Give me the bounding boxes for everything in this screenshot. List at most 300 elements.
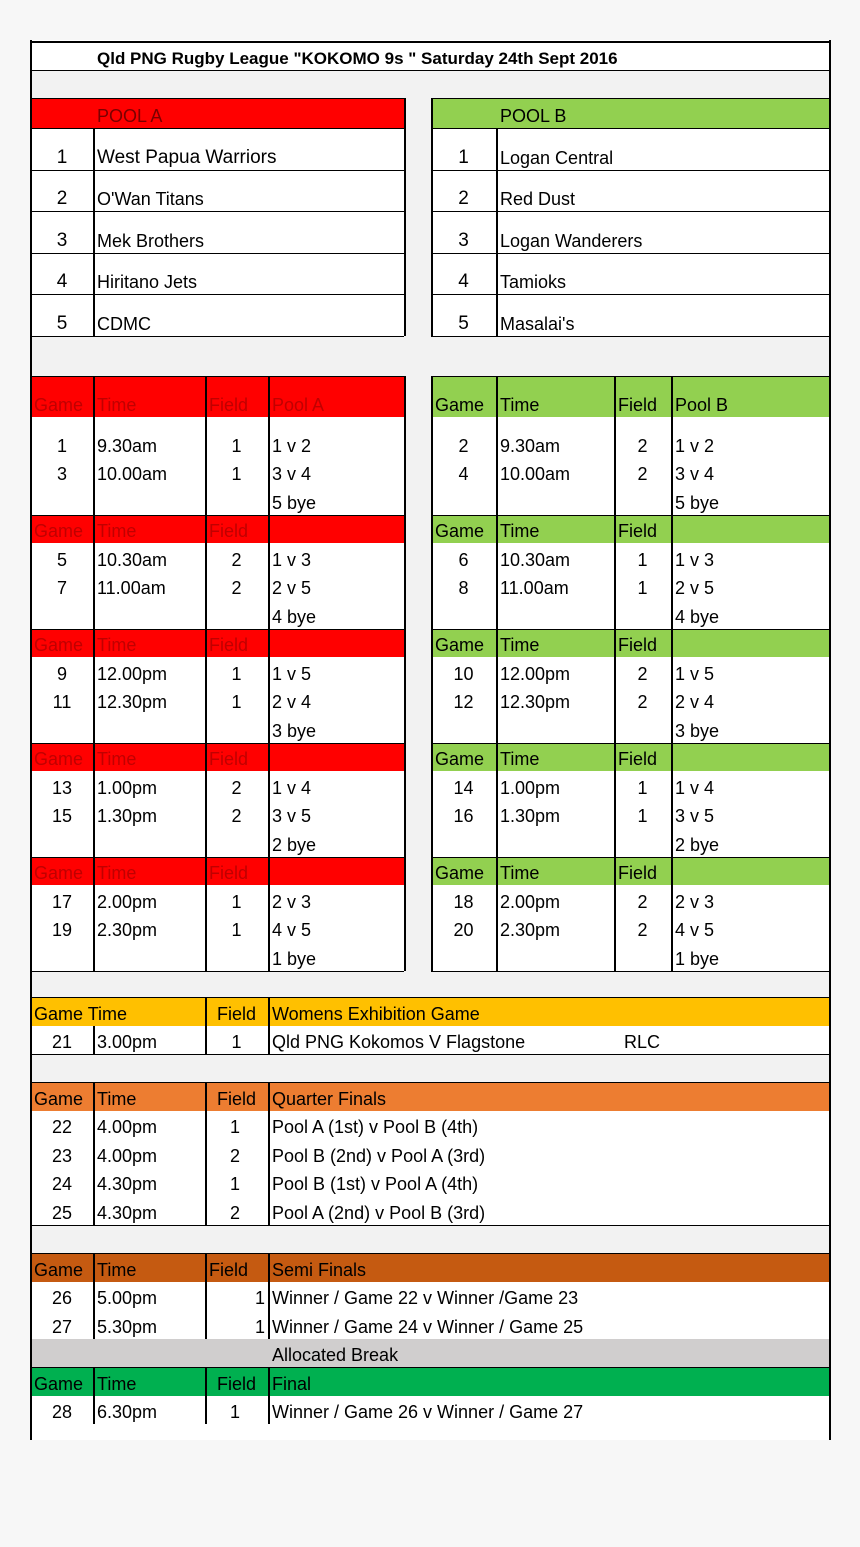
pool-a-game-time: 10.00am [97,464,168,484]
pool-a-game-time: 1.30pm [97,806,158,826]
pool-a-game-number: 9 [56,663,67,684]
quarter-finals-header-time: Time [97,1088,137,1109]
grid-line [404,629,406,743]
grid-line [268,743,270,857]
pool-b-game-number: 12 [453,692,474,712]
grid-line [93,1367,95,1424]
pool-b-header-game: Game [435,749,485,769]
pool-a-game-number: 5 [56,549,67,570]
pool-a-game-number: 1 [56,435,67,456]
pool-a-game-field [205,828,268,857]
pool-b-game-time: 11.00am [500,578,569,598]
semi-finals-game-field: 1 [254,1288,265,1308]
pool-b-header-time: Time [500,521,540,541]
grid-line [93,629,95,743]
pool-a-game-match: 3 v 5 [272,806,312,826]
pool-b-header-field: Field [618,395,658,415]
pool-b-game-field: 2 [637,435,648,456]
grid-line [268,376,270,515]
pool-a-game-number [31,714,93,743]
grid-line [496,743,498,857]
pool-b-game-number [431,600,496,629]
pool-a-label: POOL A [97,106,163,126]
grid-line [93,376,95,515]
pool-a-team-name: O'Wan Titans [97,189,204,209]
pool-b-game-time [496,486,614,515]
grid-line [205,629,207,743]
grid-line [404,98,406,336]
quarter-finals-game-number: 23 [51,1145,73,1166]
final-game-field: 1 [229,1402,240,1422]
grid-line [404,857,406,971]
grid-line [431,376,829,377]
pool-b-game-match: 5 bye [675,492,720,513]
pool-b-team-number: 4 [458,271,469,292]
grid-line [431,629,829,630]
grid-line [93,743,95,857]
pool-b-game-field: 2 [637,692,648,712]
grid-line [431,629,433,743]
allocated-break-label: Allocated Break [272,1345,399,1365]
grid-line [496,128,498,336]
pool-b-game-field: 1 [637,806,648,826]
grid-line [431,376,433,515]
grid-line [496,376,498,515]
pool-b-game-match: 4 bye [675,606,720,627]
grid-line [31,997,829,998]
pool-b-game-match: 1 v 5 [675,663,715,684]
quarter-finals-game-time: 4.30pm [97,1202,158,1223]
quarter-finals-game-match: Pool B (1st) v Pool A (4th) [272,1174,479,1194]
pool-b-game-match: 3 v 5 [675,806,715,826]
pool-a-game-field: 1 [231,663,242,684]
grid-line [268,997,270,1054]
pool-b-game-number [431,714,496,743]
pool-a-game-time: 2.30pm [97,920,158,940]
grid-line [614,857,616,971]
grid-line [93,857,95,971]
grid-line [205,857,207,971]
pool-b-header-pool: Pool B [675,395,729,415]
pool-a-team-number: 5 [56,312,68,334]
quarter-finals-game-number: 24 [51,1174,73,1194]
pool-a-header-time: Time [97,521,137,541]
pool-b-game-number: 4 [458,464,469,484]
pool-a-game-field [205,486,268,515]
pool-b-game-match: 2 v 3 [675,891,715,912]
pool-a-game-match: 2 v 4 [272,692,312,712]
pool-b-header-time: Time [500,395,540,415]
pool-b-game-field [614,600,671,629]
quarter-finals-header-game: Game [34,1088,84,1109]
quarter-finals-game-time: 4.00pm [97,1145,158,1166]
pool-a-header-game: Game [34,749,84,769]
quarter-finals-game-field: 1 [229,1174,240,1194]
pool-a-game-field [205,714,268,743]
grid-line [671,743,673,857]
quarter-finals-game-match: Pool A (1st) v Pool B (4th) [272,1117,479,1137]
grid-line [431,515,829,516]
pool-b-game-number: 16 [453,806,474,826]
pool-a-game-match: 2 bye [272,834,317,855]
grid-line [205,515,207,629]
grid-line [31,515,404,516]
final-header-label: Final [272,1373,312,1394]
grid-line [31,743,404,744]
pool-a-game-time: 1.00pm [97,777,158,798]
semi-finals-header-field: Field [209,1259,249,1280]
pool-b-team-number: 3 [458,229,469,251]
pool-a-header-game: Game [34,521,84,541]
grid-line [205,997,207,1054]
womens-game-match-suffix: RLC [624,1032,661,1052]
grid-line [93,128,95,336]
pool-a-header-game: Game [34,635,84,655]
pool-b-game-number: 20 [453,920,474,940]
pool-b-game-match: 2 bye [675,834,720,855]
pool-b-header-time: Time [500,863,540,883]
grid-line [496,629,498,743]
pool-b-game-time: 1.30pm [500,806,561,826]
pool-a-game-time [93,942,205,971]
pool-a-header-field: Field [209,395,249,415]
quarter-finals-game-match: Pool A (2nd) v Pool B (3rd) [272,1202,486,1223]
pool-b-game-match: 1 v 3 [675,549,715,570]
pool-b-game-time: 1.00pm [500,777,561,798]
grid-line [31,70,829,71]
pool-a-game-time: 11.00am [97,578,166,598]
grid-line [431,743,829,744]
sheet-left-border [30,40,32,1440]
pool-b-header-game: Game [435,395,485,415]
pool-a-game-field: 2 [231,549,242,570]
semi-finals-header-game: Game [34,1259,84,1280]
pool-a-game-time [93,714,205,743]
pool-a-game-match: 2 v 5 [272,578,312,598]
quarter-finals-game-time: 4.30pm [97,1174,158,1194]
pool-b-game-number: 2 [458,435,469,456]
final-header-time: Time [97,1373,137,1394]
pool-a-game-number: 17 [51,891,73,912]
final-game-time: 6.30pm [97,1402,158,1422]
grid-line [431,336,829,337]
pool-a-game-field: 2 [231,777,242,798]
pool-b-game-number: 6 [458,549,469,570]
quarter-finals-game-field: 1 [229,1117,240,1137]
quarter-finals-game-time: 4.00pm [97,1117,158,1137]
grid-line [31,1253,829,1254]
pool-b-game-number: 8 [458,578,469,598]
pool-b-team-name: Logan Central [500,147,614,168]
pool-a-game-match: 1 v 5 [272,663,312,684]
semi-finals-game-field: 1 [254,1316,265,1337]
pool-b-header-field: Field [618,863,658,883]
womens-game-time: 3.00pm [97,1032,158,1052]
pool-a-team-name: Hiritano Jets [97,272,198,292]
pool-a-game-match: 3 v 4 [272,464,312,484]
pool-b-game-number: 10 [453,663,474,684]
semi-finals-game-time: 5.30pm [97,1316,158,1337]
pool-a-game-time: 2.00pm [97,891,158,912]
sheet-right-border [829,40,831,1440]
pool-a-game-time [93,600,205,629]
semi-finals-game-number: 27 [51,1316,73,1337]
pool-b-team-name: Tamioks [500,272,567,292]
grid-line [431,98,829,99]
pool-a-game-time [93,486,205,515]
pool-a-game-field: 1 [231,435,242,456]
pool-b-team-number: 1 [458,146,469,168]
final-game-number: 28 [51,1402,73,1422]
pool-b-game-time: 12.00pm [500,663,571,684]
pool-a-game-match: 2 v 3 [272,891,312,912]
pool-a-header-time: Time [97,749,137,769]
pool-b-game-match: 4 v 5 [675,920,715,940]
semi-finals-header-label: Semi Finals [272,1259,367,1280]
pool-b-header-field: Field [618,521,658,541]
grid-line [31,128,404,129]
pool-a-game-field: 2 [231,578,242,598]
pool-b-game-field [614,486,671,515]
grid-line [31,629,404,630]
pool-a-game-match: 3 bye [272,720,317,741]
grid-line [31,376,404,377]
pool-b-game-time [496,600,614,629]
womens-game-field: 1 [231,1032,242,1052]
semi-finals-game-match: Winner / Game 22 v Winner /Game 23 [272,1288,579,1308]
pool-a-game-number: 15 [51,806,73,826]
pool-b-game-match: 2 v 5 [675,578,715,598]
grid-line [205,1082,207,1225]
pool-b-header-time: Time [500,749,540,769]
grid-line [614,629,616,743]
grid-line [268,1253,270,1339]
pool-b-game-field [614,828,671,857]
semi-finals-header-time: Time [97,1259,137,1280]
pool-a-header-game: Game [34,395,84,415]
grid-line [31,1082,829,1083]
grid-line [31,1054,829,1055]
final-game-match: Winner / Game 26 v Winner / Game 27 [272,1402,584,1422]
pool-b-game-time: 2.30pm [500,920,561,940]
pool-a-game-number [31,600,93,629]
pool-b-game-field: 1 [637,777,648,798]
grid-line [431,857,829,858]
grid-line [268,1082,270,1225]
pool-b-game-number [431,828,496,857]
pool-b-game-time: 2.00pm [500,891,561,912]
pool-a-header-field: Field [209,749,249,769]
quarter-finals-game-field: 2 [229,1202,240,1223]
pool-b-game-field: 1 [637,578,648,598]
pool-a-header-time: Time [97,635,137,655]
pool-b-game-time [496,942,614,971]
womens-game-match: Qld PNG Kokomos V Flagstone [272,1032,526,1052]
semi-finals-game-match: Winner / Game 24 v Winner / Game 25 [272,1316,584,1337]
pool-a-team-number: 4 [56,271,68,292]
pool-b-header-field: Field [618,635,658,655]
quarter-finals-game-field: 2 [229,1145,240,1166]
page-title: Qld PNG Rugby League "KOKOMO 9s " Saturday 24th Sept 2016 [97,49,618,68]
pool-a-game-time: 9.30am [97,435,158,456]
grid-line [268,1367,270,1424]
grid-line [93,1026,95,1055]
grid-line [404,743,406,857]
womens-game-number: 21 [51,1032,73,1052]
grid-line [496,515,498,629]
quarter-finals-game-number: 22 [51,1117,73,1137]
pool-a-game-number: 13 [51,777,73,798]
pool-a-game-field: 2 [231,806,242,826]
pool-b-game-field: 2 [637,663,648,684]
grid-line [614,743,616,857]
womens-header-game-time: Game Time [34,1003,128,1024]
pool-a-team-number: 3 [56,229,68,251]
pool-b-game-time: 12.30pm [500,692,571,712]
pool-b-team-name: Logan Wanderers [500,230,643,251]
pool-b-header-game: Game [435,635,485,655]
trailing-row [31,1424,829,1440]
pool-a-header-field: Field [209,521,249,541]
grid-line [671,857,673,971]
pool-b-game-match: 1 v 4 [675,777,715,798]
quarter-finals-header-label: Quarter Finals [272,1088,387,1109]
final-header-game: Game [34,1373,84,1394]
grid-line [31,971,404,972]
grid-line [31,1225,829,1226]
pool-b-header-game: Game [435,521,485,541]
grid-line [31,336,404,337]
pool-b-game-time [496,714,614,743]
pool-a-header-pool: Pool A [272,395,325,415]
pool-a-team-number: 1 [56,146,68,168]
pool-a-game-number: 3 [56,464,67,484]
pool-a-game-match: 1 v 2 [272,435,312,456]
pool-b-header-field: Field [618,749,658,769]
grid-line [404,376,406,515]
grid-line [205,1367,207,1424]
pool-a-game-number: 19 [51,920,73,940]
pool-a-game-number [31,828,93,857]
pool-b-game-field [614,942,671,971]
pool-a-game-field: 1 [231,692,242,712]
semi-finals-game-number: 26 [51,1288,73,1308]
pool-b-game-field: 1 [637,549,648,570]
pool-a-game-match: 1 bye [272,948,317,969]
grid-line [431,743,433,857]
grid-line [31,98,404,99]
pool-a-game-time: 12.00pm [97,663,168,684]
pool-a-game-field: 1 [231,464,242,484]
pool-a-team-name: Mek Brothers [97,230,205,251]
pool-a-game-time: 12.30pm [97,692,168,712]
pool-b-game-field: 2 [637,891,648,912]
grid-line [93,1082,95,1225]
quarter-finals-header-field: Field [216,1088,256,1109]
pool-a-game-field: 1 [231,920,242,940]
grid-line [431,128,829,129]
pool-b-label: POOL B [500,106,567,126]
grid-line [93,1253,95,1339]
pool-a-header-time: Time [97,395,137,415]
grid-line [31,857,404,858]
pool-a-game-number [31,942,93,971]
pool-a-team-number: 2 [56,188,68,209]
grid-line [93,515,95,629]
pool-a-header-time: Time [97,863,137,883]
pool-a-game-field [205,600,268,629]
womens-header-label: Womens Exhibition Game [272,1003,480,1024]
pool-a-game-number: 7 [56,578,67,598]
grid-line [614,515,616,629]
pool-a-header-field: Field [209,635,249,655]
grid-line [431,98,433,336]
pool-a-header-field: Field [209,863,249,883]
grid-line [671,515,673,629]
pool-a-game-number [31,486,93,515]
grid-line [31,1367,829,1368]
grid-line [205,1253,207,1339]
pool-a-game-match: 4 v 5 [272,920,312,940]
pool-b-header-game: Game [435,863,485,883]
grid-line [671,376,673,515]
grid-line [431,971,829,972]
grid-line [431,515,433,629]
pool-a-team-name: West Papua Warriors [97,146,277,168]
womens-header-field: Field [216,1003,256,1024]
pool-a-game-time: 10.30am [97,549,168,570]
pool-b-game-field [614,714,671,743]
pool-b-game-field: 2 [637,464,648,484]
pool-a-game-field [205,942,268,971]
pool-b-team-name: Masalai's [500,313,575,334]
grid-line [31,41,829,43]
pool-b-game-number: 18 [453,891,474,912]
final-header-field: Field [216,1373,256,1394]
grid-line [614,376,616,515]
pool-b-game-match: 1 v 2 [675,435,715,456]
pool-b-game-time: 10.00am [500,464,571,484]
grid-line [205,743,207,857]
pool-b-game-number [431,942,496,971]
pool-a-game-match: 4 bye [272,606,317,627]
grid-line [496,857,498,971]
pool-b-game-number: 14 [453,777,474,798]
pool-a-game-match: 5 bye [272,492,317,513]
pool-b-game-match: 2 v 4 [675,692,715,712]
grid-line [205,376,207,515]
pool-b-game-match: 3 v 4 [675,464,715,484]
quarter-finals-game-match: Pool B (2nd) v Pool A (3rd) [272,1145,486,1166]
grid-line [671,629,673,743]
grid-line [431,857,433,971]
pool-b-header-time: Time [500,635,540,655]
grid-line [268,857,270,971]
pool-b-team-number: 5 [458,312,469,334]
pool-b-game-match: 1 bye [675,948,720,969]
grid-line [404,515,406,629]
pool-b-game-time: 10.30am [500,549,571,570]
quarter-finals-game-number: 25 [51,1202,73,1223]
pool-b-game-match: 3 bye [675,720,720,741]
pool-b-team-name: Red Dust [500,189,576,209]
pool-b-game-time: 9.30am [500,435,561,456]
pool-b-game-number [431,486,496,515]
pool-a-game-time [93,828,205,857]
grid-line [268,629,270,743]
pool-a-game-match: 1 v 4 [272,777,312,798]
pool-a-header-game: Game [34,863,84,883]
